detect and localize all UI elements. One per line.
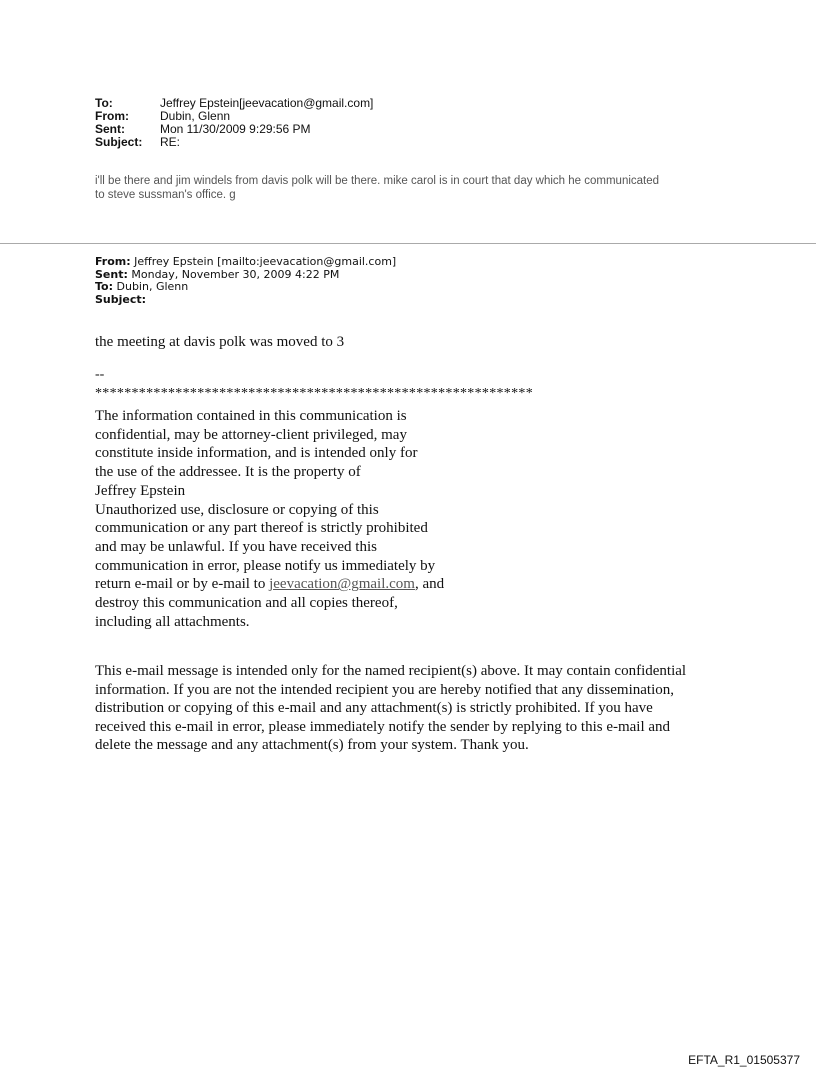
notice-line: information. If you are not the intended recipient you are hereby notified that any dissemination, (95, 681, 674, 698)
disclaimer-line: Jeffrey Epstein (95, 482, 186, 499)
message-divider (0, 243, 816, 244)
reply-line: to steve sussman's office. g (95, 189, 236, 201)
from-value: Dubin, Glenn (160, 109, 231, 123)
confidentiality-disclaimer (95, 407, 515, 631)
subject-value: RE: (160, 135, 181, 149)
reply-line: i'll be there and jim windels from davis polk will be there. mike carol is in court that day which he communicated (95, 175, 660, 187)
disclaimer-line: the use of the addressee. It is the property of (95, 464, 361, 481)
notice-line: This e-mail message is intended only for the named recipient(s) above. It may contain confidential (95, 663, 687, 679)
sent-value: Mon 11/30/2009 9:29:56 PM (160, 122, 311, 136)
signature-dash: -- (95, 367, 105, 382)
to-label: To: (95, 96, 113, 110)
reply-body (95, 174, 735, 202)
quoted-to-label: To: (95, 280, 113, 293)
disclaimer-line: confidential, may be attorney-client privileged, may (95, 426, 407, 443)
disclaimer-line: constitute inside information, and is intended only for (95, 445, 418, 462)
disclaimer-line: communication or any part thereof is strictly prohibited (95, 520, 428, 537)
email-header (95, 97, 373, 149)
subject-label: Subject: (95, 135, 143, 149)
disclaimer-line: including all attachments. (95, 613, 250, 630)
quoted-subject-row (95, 294, 396, 307)
disclaimer-line: The information contained in this communication is (95, 408, 407, 424)
quoted-from-label: From: (95, 255, 131, 268)
disclaimer-line: Unauthorized use, disclosure or copying of this (95, 501, 379, 518)
quoted-from-value: Jeffrey Epstein [mailto:jeevacation@gmail.com] (134, 255, 397, 268)
quoted-to-value: Dubin, Glenn (116, 280, 189, 293)
signature-separator: ************************************************************ (95, 386, 533, 401)
legal-notice (95, 662, 735, 755)
to-value: Jeffrey Epstein[jeevacation@gmail.com] (160, 96, 374, 110)
from-label: From: (95, 109, 129, 123)
sent-label: Sent: (95, 122, 125, 136)
notice-line: received this e-mail in error, please immediately notify the sender by replying to this e-mail and (95, 718, 671, 735)
disclaimer-line: and may be unlawful. If you have received this (95, 538, 377, 555)
notice-line: delete the message and any attachment(s) from your system. Thank you. (95, 737, 529, 754)
disclaimer-line-with-link (95, 575, 515, 594)
quoted-subject-label: Subject: (95, 292, 147, 306)
document-id: EFTA_R1_01505377 (688, 1053, 800, 1067)
link-suffix: , and (414, 576, 445, 593)
link-prefix: return e-mail or by e-mail to (95, 576, 270, 593)
notice-line: distribution or copying of this e-mail and any attachment(s) is strictly prohibited. If you have (95, 700, 653, 717)
email-link[interactable]: jeevacation@gmail.com (269, 576, 415, 593)
header-subject-row (95, 136, 373, 149)
quoted-sent-label: Sent: (95, 267, 128, 281)
disclaimer-line: communication in error, please notify us immediately by (95, 557, 436, 574)
quoted-body: the meeting at davis polk was moved to 3 (95, 334, 345, 350)
quoted-header (95, 256, 396, 306)
header-to-row (95, 97, 373, 110)
quoted-sent-value: Monday, November 30, 2009 4:22 PM (131, 267, 340, 281)
disclaimer-line: destroy this communication and all copies thereof, (95, 595, 398, 612)
